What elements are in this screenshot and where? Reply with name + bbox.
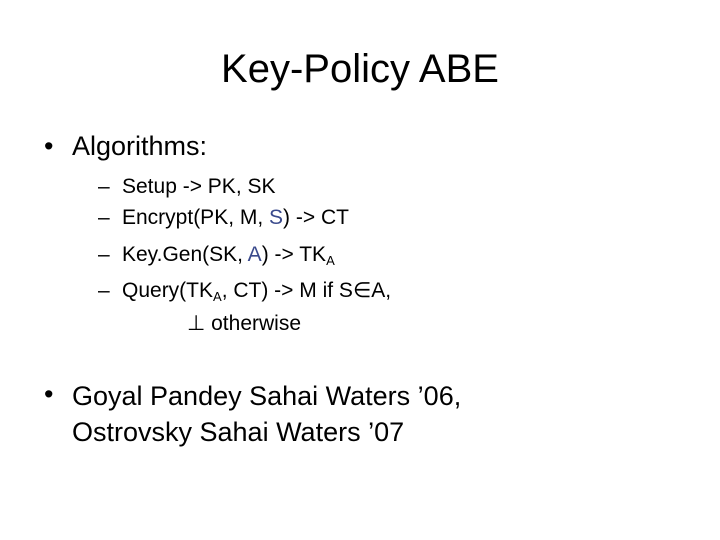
attribute-set-s: S (269, 206, 284, 229)
bullet-text (72, 378, 461, 450)
dash-marker: – (98, 243, 110, 266)
sub-item-text: Setup -> PK, SK (122, 175, 276, 198)
bullet-dot: • (44, 131, 54, 161)
subscript-a: A (326, 253, 335, 268)
reference-line-2: Ostrovsky Sahai Waters ’07 (72, 417, 405, 447)
slide-title: Key-Policy ABE (221, 47, 499, 91)
sub-item-text (122, 242, 335, 268)
sub-item-text (122, 205, 349, 231)
encrypt-suffix: ) -> CT (283, 206, 349, 229)
dash-marker: – (98, 206, 110, 229)
subscript-a: A (213, 289, 222, 304)
element-of-symbol: ∈ (352, 279, 372, 302)
encrypt-prefix: Encrypt(PK, M, (122, 206, 270, 229)
keygen-prefix: Key.Gen(SK, (122, 243, 248, 266)
keygen-suffix: ) -> TK (261, 243, 327, 266)
access-policy-a: A (247, 243, 262, 266)
sub-item-text (122, 278, 391, 304)
reference-line-1: Goyal Pandey Sahai Waters ’06, (72, 381, 462, 411)
query-suffix: A, (371, 279, 392, 302)
query-otherwise-line (187, 311, 301, 337)
bullet-text: Algorithms: (72, 131, 208, 161)
bottom-symbol: ⊥ (187, 312, 206, 335)
dash-marker: – (98, 175, 110, 198)
query-prefix: Query(TK (122, 279, 214, 302)
otherwise-text: otherwise (205, 312, 302, 335)
bullet-dot: • (44, 379, 54, 409)
query-middle: , CT) -> M if S (221, 279, 353, 302)
dash-marker: – (98, 279, 110, 302)
